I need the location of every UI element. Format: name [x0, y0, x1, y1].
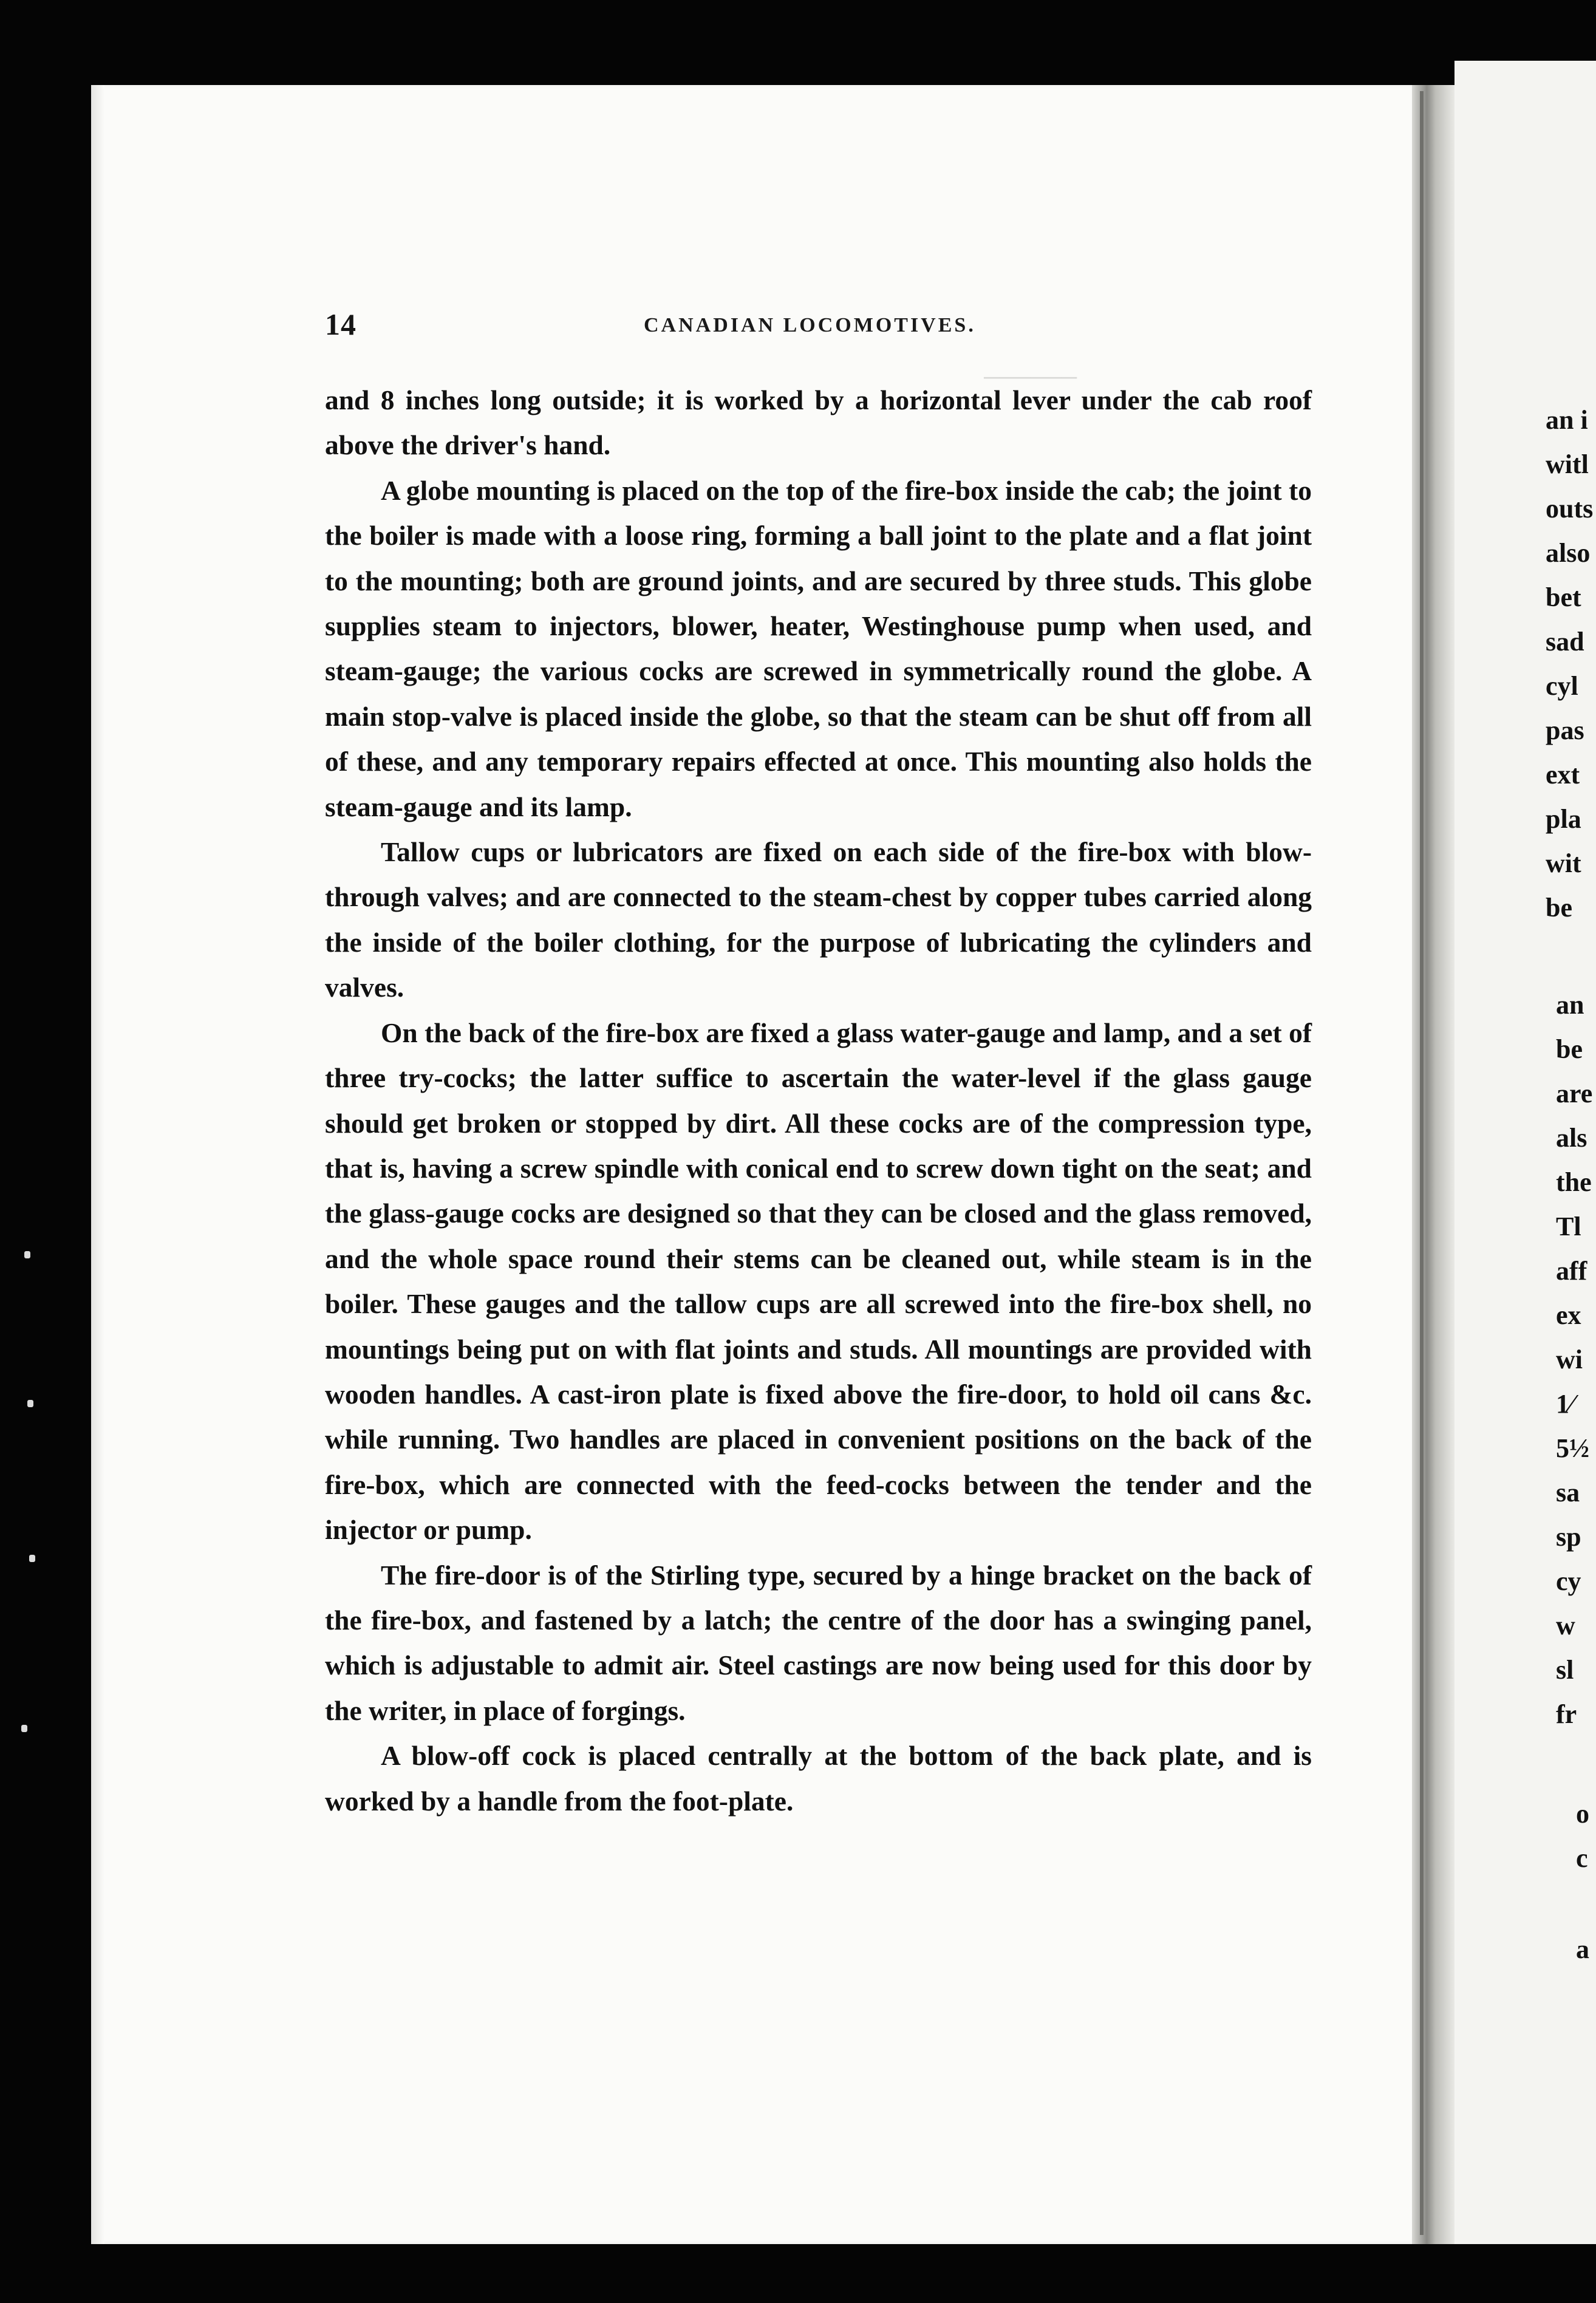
book-gutter [1412, 85, 1454, 2244]
scan-speck [21, 1725, 27, 1732]
scan-speck [29, 1555, 35, 1562]
paragraph: A blow-off cock is placed centrally at the bottom of the back plate, and is worked by a handle from the foot-plate. [325, 1740, 1312, 1817]
page-edge-shadow [91, 85, 104, 2244]
running-head: CANADIAN LOCOMOTIVES. [644, 314, 976, 336]
facing-fragment: also [1546, 538, 1591, 568]
paragraph: On the back of the fire-box are fixed a glass water-gauge and lamp, and a set of three try-cocks; the latter suffice to ascertain the water-level if the glass gauge should get broken or stopped by dirt. All these cocks are of the compression type, that is, having a screw spindle with conical end to screw down tight on the seat; and the glass-gauge cocks are designed so that they can be closed and the glass removed, and the whole space round their stems can be cleaned out, while steam is in the boiler. These gauges and the tallow cups are all screwed into the fire-box shell, no mountings being put on with flat joints and studs. All mountings are provided with wooden handles. A cast-iron plate is fixed above the fire-door, to hold oil cans &c. while running. Two handles are placed in convenient positions on the back of the fire-box, which are connected with the feed-cocks between the tender and the injector or pump. [325, 1017, 1312, 1546]
facing-fragment: ext [1546, 760, 1580, 790]
facing-fragment: are [1556, 1079, 1593, 1108]
facing-fragment: cyl [1546, 671, 1578, 701]
facing-fragment: the [1556, 1167, 1592, 1197]
facing-fragment: pla [1546, 804, 1581, 834]
facing-fragment: Tl [1556, 1212, 1581, 1241]
facing-fragment: sl [1556, 1655, 1574, 1685]
facing-fragment: pas [1546, 715, 1584, 745]
facing-fragment: cy [1556, 1566, 1581, 1596]
paragraph: Tallow cups or lubricators are fixed on each side of the fire-box with blow-through valves; and are connected to the steam-chest by copper tubes carried along the inside of the boiler clothing, for the purpose of lubricating the cylinders and valves. [325, 836, 1312, 1003]
facing-fragment: fr [1556, 1699, 1577, 1729]
facing-fragment: aff [1556, 1256, 1587, 1286]
facing-fragment: wi [1556, 1345, 1583, 1374]
facing-fragment: be [1556, 1034, 1583, 1064]
show-through-ghost: ────── [984, 365, 1077, 389]
scan-speck [24, 1251, 30, 1258]
paragraph: A globe mounting is placed on the top of the fire-box inside the cab; the joint to the boiler is made with a loose ring, forming a ball joint to the plate and a flat joint to the mounting; both are ground joints, and are secured by three studs. This globe supplies steam to injectors, blower, heater, Westinghouse pump when used, and steam-gauge; the various cocks are screwed in symmetrically round the globe. A main stop-valve is placed inside the globe, so that the steam can be shut off from all of these, and any temporary repairs effected at once. This mounting also holds the steam-gauge and its lamp. [325, 474, 1312, 822]
facing-fragment: a [1576, 1934, 1589, 1964]
facing-fragment: wit [1546, 848, 1581, 878]
facing-fragment: sad [1546, 627, 1584, 657]
facing-fragment: bet [1546, 582, 1581, 612]
gutter-fold-line [1420, 91, 1424, 2235]
facing-fragment: ex [1556, 1300, 1581, 1330]
page-number: 14 [325, 307, 356, 341]
scan-speck [27, 1400, 33, 1407]
facing-fragment: 5½ [1556, 1433, 1589, 1463]
body-text [325, 378, 1312, 1824]
facing-fragment: sp [1556, 1522, 1581, 1552]
paragraph: and 8 inches long outside; it is worked by a horizontal lever under the cab roof above the driver's hand. [325, 384, 1312, 461]
facing-fragment: 1⁄ [1556, 1389, 1574, 1419]
facing-fragment: o [1576, 1799, 1589, 1829]
facing-fragment: an [1556, 990, 1584, 1020]
facing-fragment: an i [1546, 405, 1588, 435]
paragraph: The fire-door is of the Stirling type, secured by a hinge bracket on the back of the fire-box, and fastened by a latch; the centre of the door has a swinging panel, which is adjustable to admit air. Steel castings are now being used for this door by the writer, in place of forgings. [325, 1559, 1312, 1726]
facing-fragment: als [1556, 1123, 1587, 1153]
facing-fragment: sa [1556, 1478, 1580, 1507]
facing-fragment: be [1546, 893, 1572, 923]
facing-fragment: w [1556, 1611, 1575, 1640]
facing-fragment: outs [1546, 494, 1594, 524]
page-header [325, 307, 1312, 343]
facing-fragment: witl [1546, 449, 1589, 479]
facing-fragment: c [1576, 1843, 1588, 1873]
